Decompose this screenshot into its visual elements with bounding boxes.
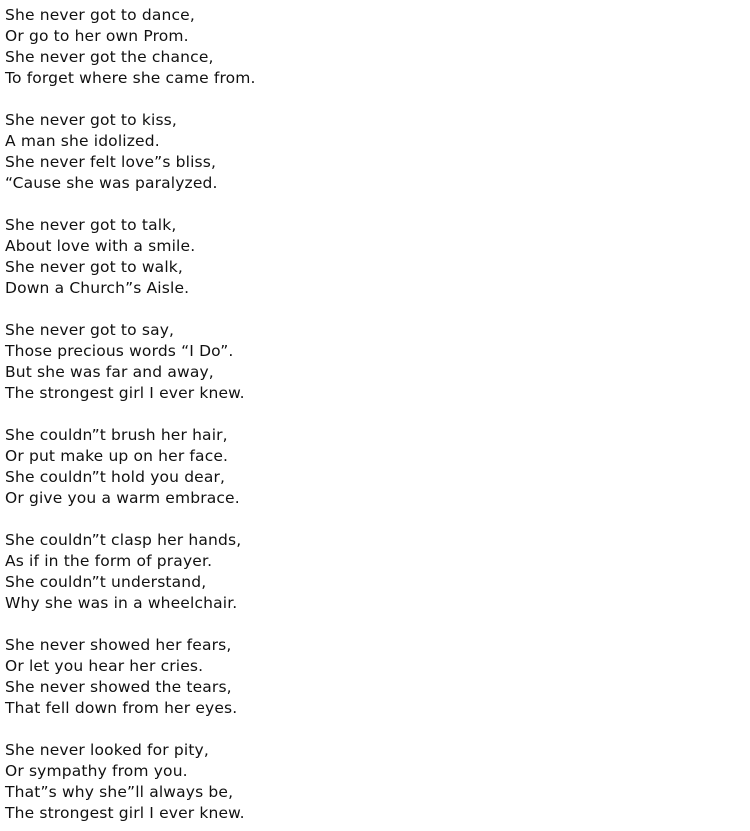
stanza-6: [5, 530, 745, 614]
poem-line: But she was far and away,: [5, 363, 214, 381]
stanza-1: [5, 5, 745, 89]
stanza-2: [5, 110, 745, 194]
poem-line: She never got to walk,: [5, 258, 183, 276]
stanza-4: [5, 320, 745, 404]
poem-line: She couldn”t brush her hair,: [5, 426, 228, 444]
poem-line: She never felt love”s bliss,: [5, 153, 217, 171]
poem-line: She never got the chance,: [5, 48, 214, 66]
poem-line: Those precious words “I Do”.: [5, 342, 234, 360]
poem-line: Or put make up on her face.: [5, 447, 229, 465]
stanza-5: [5, 425, 745, 509]
poem-line: That”s why she”ll always be,: [5, 783, 234, 801]
poem-line: To forget where she came from.: [5, 69, 256, 87]
poem-line: She couldn”t clasp her hands,: [5, 531, 242, 549]
poem-line: She never showed her fears,: [5, 636, 232, 654]
poem-line: She never got to dance,: [5, 6, 195, 24]
stanza-7: [5, 635, 745, 719]
poem-line: She couldn”t hold you dear,: [5, 468, 226, 486]
poem-line: The strongest girl I ever knew.: [5, 384, 245, 402]
poem-line: About love with a smile.: [5, 237, 196, 255]
poem-text: [5, 5, 745, 824]
poem-line: She couldn”t understand,: [5, 573, 207, 591]
poem-line: Or let you hear her cries.: [5, 657, 204, 675]
poem-line: The strongest girl I ever knew.: [5, 804, 245, 822]
poem-line: Or sympathy from you.: [5, 762, 188, 780]
poem-line: “Cause she was paralyzed.: [5, 174, 218, 192]
poem-line: Down a Church”s Aisle.: [5, 279, 190, 297]
poem-line: Or go to her own Prom.: [5, 27, 189, 45]
poem-line: That fell down from her eyes.: [5, 699, 238, 717]
poem-line: Why she was in a wheelchair.: [5, 594, 238, 612]
poem-line: She never got to talk,: [5, 216, 177, 234]
stanza-8: [5, 740, 745, 824]
stanza-3: [5, 215, 745, 299]
poem-line: Or give you a warm embrace.: [5, 489, 240, 507]
poem-line: She never looked for pity,: [5, 741, 209, 759]
poem-line: She never showed the tears,: [5, 678, 232, 696]
poem-line: A man she idolized.: [5, 132, 160, 150]
poem-line: As if in the form of prayer.: [5, 552, 213, 570]
poem-line: She never got to kiss,: [5, 111, 177, 129]
poem-line: She never got to say,: [5, 321, 175, 339]
